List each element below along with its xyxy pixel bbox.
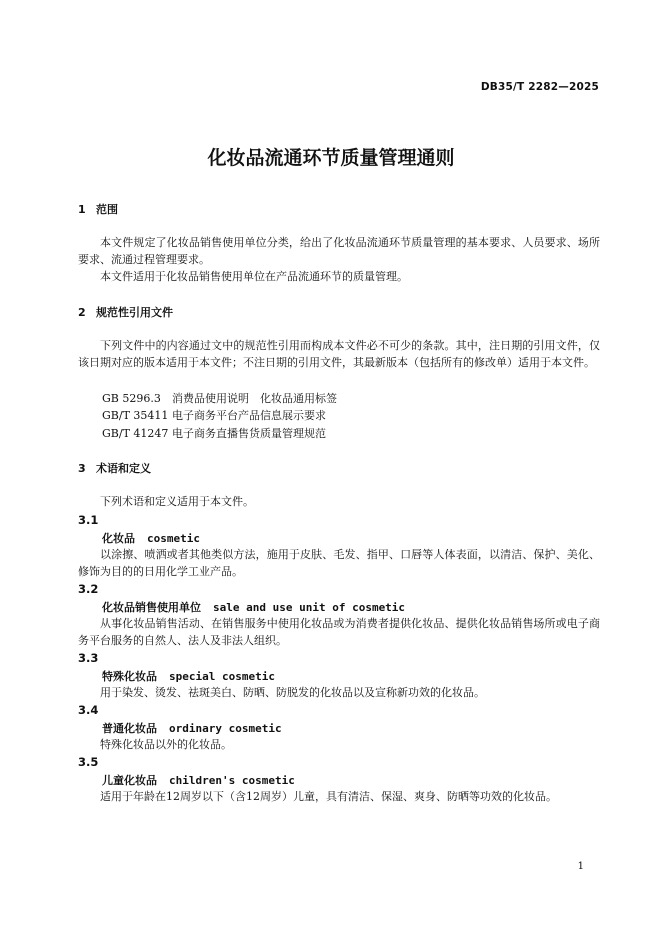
term-heading (102, 720, 282, 736)
term-english: sale and use unit of cosmetic (213, 601, 406, 614)
page-number: 1 (577, 861, 584, 872)
term-number: 3.4 (78, 703, 99, 717)
section-number: 2 (78, 306, 86, 319)
reference-item (102, 425, 326, 441)
section-2-heading (78, 304, 173, 320)
reference-code: GB/T 41247 (102, 427, 169, 440)
section-title: 范围 (96, 203, 118, 216)
section-1-paragraph-1: 本文件规定了化妆品销售使用单位分类，给出了化妆品流通环节质量管理的基本要求、人员要求、场所要求、流通过程管理要求。 (78, 236, 600, 267)
reference-item (102, 390, 337, 406)
term-english: children's cosmetic (169, 774, 295, 787)
term-chinese: 特殊化妆品 (102, 670, 157, 683)
term-chinese: 普通化妆品 (102, 722, 157, 735)
reference-title: 消费品使用说明 化妆品通用标签 (172, 392, 337, 405)
term-definition: 用于染发、烫发、祛斑美白、防晒、防脱发的化妆品以及宣称新功效的化妆品。 (100, 686, 485, 699)
reference-code: GB 5296.3 (102, 392, 161, 405)
reference-title: 电子商务直播售货质量管理规范 (172, 427, 326, 440)
term-number: 3.1 (78, 513, 99, 527)
term-chinese: 化妆品销售使用单位 (102, 601, 201, 614)
term-definition: 从事化妆品销售活动、在销售服务中使用化妆品或为消费者提供化妆品、提供化妆品销售场所或电子商务平台服务的自然人、法人及非法人组织。 (78, 617, 600, 648)
term-number: 3.2 (78, 582, 99, 596)
term-number: 3.5 (78, 755, 99, 769)
term-chinese: 化妆品 (102, 532, 135, 545)
section-1-heading (78, 201, 118, 217)
reference-item (102, 407, 326, 423)
reference-code: GB/T 35411 (102, 409, 169, 422)
section-3-intro: 下列术语和定义适用于本文件。 (100, 495, 254, 508)
section-3-heading (78, 460, 151, 476)
term-heading (102, 530, 200, 546)
term-heading (102, 772, 295, 788)
section-1-paragraph-2: 本文件适用于化妆品销售使用单位在产品流通环节的质量管理。 (100, 270, 408, 283)
term-english: cosmetic (147, 532, 200, 545)
term-definition: 以涂擦、喷洒或者其他类似方法，施用于皮肤、毛发、指甲、口唇等人体表面，以清洁、保护、美化、修饰为目的的日用化学工业产品。 (78, 548, 600, 579)
reference-title: 电子商务平台产品信息展示要求 (172, 409, 326, 422)
term-english: special cosmetic (169, 670, 275, 683)
page-title: 化妆品流通环节质量管理通则 (207, 147, 455, 169)
term-definition: 特殊化妆品以外的化妆品。 (100, 738, 232, 751)
term-english: ordinary cosmetic (169, 722, 282, 735)
section-number: 1 (78, 203, 86, 216)
term-number: 3.3 (78, 651, 99, 665)
term-heading (102, 599, 405, 615)
term-definition: 适用于年龄在12周岁以下（含12周岁）儿童，具有清洁、保湿、爽身、防晒等功效的化妆品。 (100, 790, 557, 803)
section-2-paragraph-1: 下列文件中的内容通过文中的规范性引用而构成本文件必不可少的条款。其中，注日期的引用文件，仅该日期对应的版本适用于本文件；不注日期的引用文件，其最新版本（包括所有的修改单）适用于本文件。 (78, 339, 600, 370)
section-title: 术语和定义 (96, 462, 151, 475)
section-title: 规范性引用文件 (96, 306, 173, 319)
document-number: DB35/T 2282—2025 (480, 81, 599, 93)
term-heading (102, 668, 275, 684)
term-chinese: 儿童化妆品 (102, 774, 157, 787)
section-number: 3 (78, 462, 86, 475)
